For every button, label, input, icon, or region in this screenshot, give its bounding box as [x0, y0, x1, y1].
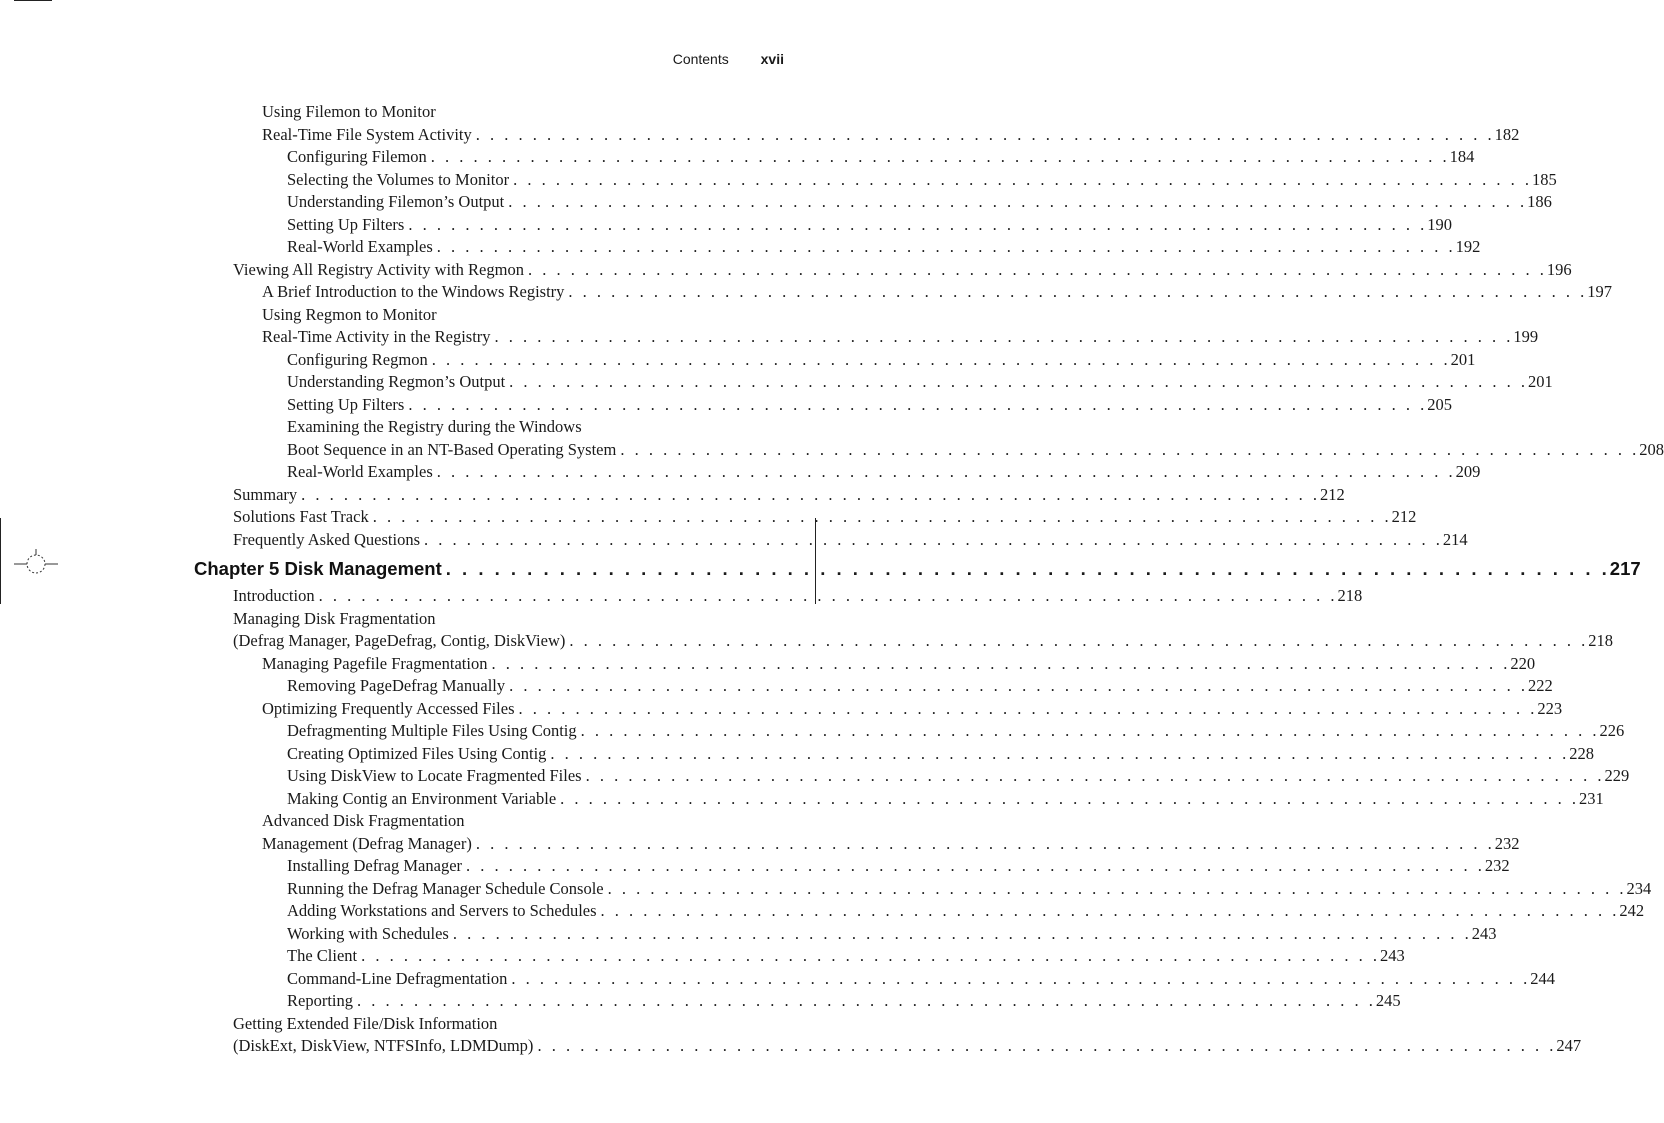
toc-entry-title: Advanced Disk Fragmentation — [262, 811, 465, 830]
toc-entry[interactable] — [0, 416, 816, 439]
toc-entry[interactable] — [0, 191, 1552, 214]
dot-leader: . . . . . . . . . . . . . . . . . . . . . . . . . . . . . . . . . . . . . . . . . . . . . . . . . . . . . . . . . . . . . . . . . . . . . . . . — [431, 349, 1451, 369]
toc-entry-page: 247 — [1556, 1036, 1582, 1055]
toc-entry-page: 197 — [1587, 282, 1613, 301]
toc-entry-title: Selecting the Volumes to Monitor — [287, 169, 513, 192]
toc-entry-title: Real-Time Activity in the Registry — [262, 326, 495, 349]
toc-entry[interactable] — [0, 923, 1497, 946]
toc-entry-page: 208 — [1639, 439, 1664, 459]
toc-entry-line — [287, 743, 1595, 766]
toc-entry-line — [233, 1035, 1582, 1058]
toc-entry-line — [287, 878, 1652, 901]
crop-mark-top — [14, 0, 52, 1]
dot-leader: . . . . . . . . . . . . . . . . . . . . . . . . . . . . . . . . . . . . . . . . . . . . . . . . . . . . . . . . . . . . . . . . . . . . . . . . — [466, 856, 1485, 875]
toc-entry-line — [194, 553, 1641, 585]
toc-entry[interactable] — [0, 945, 1405, 968]
toc-entry-line — [287, 990, 1401, 1013]
dot-leader: . . . . . . . . . . . . . . . . . . . . . . . . . . . . . . . . . . . . . . . . . . . . . . . . . . . . . . . . . . . . . . . . . . . . . . . . — [537, 1036, 1557, 1055]
toc-entry-page: 229 — [1604, 766, 1630, 785]
toc-entry-line — [233, 259, 1572, 282]
toc-entry-page: 186 — [1527, 192, 1552, 211]
toc-entry-title: Configuring Filemon — [287, 146, 431, 169]
toc-entry-title: (Defrag Manager, PageDefrag, Contig, DiskView) — [233, 630, 569, 653]
toc-entry[interactable] — [0, 461, 1481, 484]
header-page-number: xvii — [760, 51, 784, 67]
toc-entry-title: Setting Up Filters — [287, 394, 408, 417]
toc-entry-line — [233, 585, 1363, 608]
toc-entry-title: Summary — [233, 484, 301, 507]
toc-entry-title: Adding Workstations and Servers to Schedules — [287, 900, 601, 923]
toc-entry-page: 212 — [1320, 484, 1345, 504]
toc-entry[interactable] — [0, 529, 1468, 552]
toc-entry[interactable] — [0, 1013, 816, 1036]
toc-entry[interactable] — [0, 326, 1539, 349]
toc-entry[interactable] — [0, 349, 1476, 372]
toc-entry[interactable] — [0, 124, 1520, 147]
toc-entry-page: 190 — [1427, 214, 1452, 234]
toc-entry-page: 185 — [1532, 169, 1557, 189]
dot-leader: . . . . . . . . . . . . . . . . . . . . . . . . . . . . . . . . . . . . . . . . . . . . . . . . . . . . . . . . . . . . . . . . . . . . . . . . — [509, 676, 1528, 695]
toc-entry[interactable] — [0, 304, 816, 327]
dot-leader: . . . . . . . . . . . . . . . . . . . . . . . . . . . . . . . . . . . . . . . . . . . . . . . . . . . . . . . . . . . . . . . . . . . . . . . . — [568, 282, 1588, 301]
toc-entry-line — [287, 191, 1552, 214]
toc-entry-page: 196 — [1546, 259, 1572, 279]
toc-entry-line — [287, 765, 1630, 788]
toc-entry-title: Chapter 5 Disk Management — [194, 553, 446, 585]
toc-entry-page: 228 — [1569, 743, 1595, 763]
toc-entry-page: 218 — [1337, 586, 1363, 605]
toc-entry-title: (DiskExt, DiskView, NTFSInfo, LDMDump) — [233, 1035, 537, 1058]
toc-entry-line — [262, 698, 1563, 721]
dot-leader: . . . . . . . . . . . . . . . . . . . . . . . . . . . . . . . . . . . . . . . . . . . . . . . . . . . . . . . . . . . . . . . . . . . . . . . . — [585, 766, 1605, 785]
toc-entry[interactable] — [0, 259, 1572, 282]
toc-entry-title: Solutions Fast Track — [233, 506, 373, 529]
toc-entry-page: 245 — [1375, 991, 1401, 1010]
toc-entry-line — [287, 169, 1557, 192]
dot-leader: . . . . . . . . . . . . . . . . . . . . . . . . . . . . . . . . . . . . . . . . . . . . . . . . . . . . . . . . . . . . . . . . . . . . . . . . — [361, 946, 1380, 965]
dot-leader: . . . . . . . . . . . . . . . . . . . . . . . . . . . . . . . . . . . . . . . . . . . . . . . . . . . . . . . . . . . . . . . . . . . . . . . . — [475, 124, 1495, 144]
toc-entry-title: Reporting — [287, 990, 357, 1013]
toc-entry[interactable] — [0, 743, 1595, 766]
toc-entry[interactable] — [0, 810, 816, 833]
toc-entry-line — [262, 326, 1539, 349]
toc-entry-line — [262, 281, 1613, 304]
dot-leader: . . . . . . . . . . . . . . . . . . . . . . . . . . . . . . . . . . . . . . . . . . . . . . . . . . . . . . . . . . . . . . . . . . . . . . . . — [475, 833, 1495, 853]
toc-entry-title: Removing PageDefrag Manually — [287, 675, 509, 698]
toc-entry-line — [287, 236, 1481, 259]
dot-leader: . . . . . . . . . . . . . . . . . . . . . . . . . . . . . . . . . . . . . . . . . . . . . . . . . . . . . . . . . . . . . . . . . . . . . . . . — [620, 439, 1640, 459]
toc-entry[interactable] — [0, 675, 1553, 698]
toc-entry[interactable] — [0, 169, 1557, 192]
toc-entry[interactable] — [0, 1035, 1582, 1058]
toc-entry-title: Management (Defrag Manager) — [262, 833, 476, 856]
toc-entry-title: Viewing All Registry Activity with Regmon — [233, 259, 528, 282]
dot-leader: . . . . . . . . . . . . . . . . . . . . . . . . . . . . . . . . . . . . . . . . . . . . . . . . . . . . . . . . . . . . . . . . . . . . . . . . — [430, 147, 1450, 166]
toc-entry-title: Boot Sequence in an NT-Based Operating System — [287, 439, 620, 462]
toc-entry-page: 234 — [1626, 878, 1652, 898]
dot-leader: . . . . . . . . . . . . . . . . . . . . . . . . . . . . . . . . . . . . . . . . . . . . . . . . . . . . . . . . . . . . . . . . . . . . . . . . — [494, 327, 1514, 346]
dot-leader: . . . . . . . . . . . . . . . . . . . . . . . . . . . . . . . . . . . . . . . . . . . . . . . . . . . . . . . . . . . . . . . . . . . . . . . . — [560, 788, 1580, 808]
toc-entry-page: 226 — [1599, 721, 1625, 740]
toc-entry[interactable] — [0, 394, 1452, 417]
running-header — [673, 51, 784, 67]
toc-entry[interactable] — [0, 101, 816, 124]
toc-entry[interactable] — [0, 788, 1604, 811]
table-of-contents — [0, 101, 1664, 1058]
toc-entry-title: Real-Time File System Activity — [262, 124, 476, 147]
dot-leader: . . . . . . . . . . . . . . . . . . . . . . . . . . . . . . . . . . . . . . . . . . . . . . . . . . . . . . . . . . . . . . . . . . . . . . . . — [600, 901, 1620, 920]
toc-entry-page: 223 — [1537, 698, 1563, 718]
dot-leader: . . . . . . . . . . . . . . . . . . . . . . . . . . . . . . . . . . . . . . . . . . . . . . . . . . . . . . . . . . . . . . . . . . . . . . . . — [508, 192, 1528, 211]
toc-entry-title: Understanding Filemon’s Output — [287, 191, 508, 214]
toc-entry-title: Real-World Examples — [287, 236, 437, 259]
toc-entry-page: 242 — [1619, 901, 1645, 920]
toc-entry-page: 201 — [1528, 372, 1553, 391]
toc-entry-line — [233, 630, 1613, 653]
toc-entry-title: Examining the Registry during the Windows — [287, 417, 582, 436]
toc-entry-line — [287, 675, 1553, 698]
toc-entry-page: 220 — [1510, 653, 1536, 673]
toc-entry[interactable] — [0, 878, 1652, 901]
dot-leader: . . . . . . . . . . . . . . . . . . . . . . . . . . . . . . . . . . . . . . . . . . . . . . . . . . . . . . . . . . . . . . . . . . . . . . . . — [511, 968, 1531, 988]
toc-entry-line — [287, 214, 1452, 237]
toc-entry-title: Making Contig an Environment Variable — [287, 788, 560, 811]
toc-entry-title: Installing Defrag Manager — [287, 855, 466, 878]
dot-leader: . . . . . . . . . . . . . . . . . . . . . . . . . . . . . . . . . . . . . . . . . . . . . . . . . . . . . . . . . . . . . . . . . . . . . . . . — [518, 698, 1538, 718]
toc-entry-line — [287, 439, 1664, 462]
dot-leader: . . . . . . . . . . . . . . . . . . . . . . . . . . . . . . . . . . . . . . . . . . . . . . . . . . . . . . . . . . . . . . . . . . . . . . . . — [580, 721, 1600, 740]
toc-entry-line — [233, 484, 1345, 507]
toc-entry-title: Using DiskView to Locate Fragmented Files — [287, 765, 586, 788]
header-section-title: Contents — [672, 51, 729, 67]
toc-entry[interactable] — [0, 585, 1363, 608]
toc-entry[interactable] — [0, 146, 1475, 169]
toc-entry[interactable] — [0, 236, 1481, 259]
toc-entry-title: Using Filemon to Monitor — [262, 102, 436, 121]
toc-entry[interactable] — [0, 630, 1613, 653]
dot-leader: . . . . . . . . . . . . . . . . . . . . . . . . . . . . . . . . . . . . . . . . . . . . . . . . . . . . . . . . . . . . . . . . . . . . . . . . — [301, 484, 1321, 504]
toc-entry-line — [287, 371, 1553, 394]
toc-entry-page: 218 — [1588, 631, 1613, 650]
toc-entry[interactable] — [0, 214, 1452, 237]
toc-entry[interactable] — [0, 968, 1556, 991]
toc-chapter-entry[interactable] — [0, 553, 1641, 585]
toc-entry-page: 244 — [1530, 968, 1556, 988]
dot-leader: . . . . . . . . . . . . . . . . . . . . . . . . . . . . . . . . . . . . . . . . . . . . . . . . . . . . . . . . . . . . . . . . . . . . . . . . — [569, 631, 1589, 650]
toc-entry-page: 217 — [1609, 558, 1641, 579]
toc-entry-title: Configuring Regmon — [287, 349, 432, 372]
toc-entry-page: 222 — [1527, 676, 1553, 695]
toc-entry-line — [233, 529, 1468, 552]
dot-leader: . . . . . . . . . . . . . . . . . . . . . . . . . . . . . . . . . . . . . . . . . . . . . . . . . . . . . . . . . . . . . . . . . . . . . . . . — [445, 558, 1610, 579]
dot-leader: . . . . . . . . . . . . . . . . . . . . . . . . . . . . . . . . . . . . . . . . . . . . . . . . . . . . . . . . . . . . . . . . . . . . . . . . — [318, 586, 1338, 605]
toc-entry[interactable] — [0, 506, 1417, 529]
dot-leader: . . . . . . . . . . . . . . . . . . . . . . . . . . . . . . . . . . . . . . . . . . . . . . . . . . . . . . . . . . . . . . . . . . . . . . . . — [357, 991, 1376, 1010]
toc-entry[interactable] — [0, 653, 1536, 676]
toc-entry[interactable] — [0, 833, 1520, 856]
dot-leader: . . . . . . . . . . . . . . . . . . . . . . . . . . . . . . . . . . . . . . . . . . . . . . . . . . . . . . . . . . . . . . . . . . . . . . . . — [527, 259, 1547, 279]
toc-entry[interactable] — [0, 439, 1664, 462]
dot-leader: . . . . . . . . . . . . . . . . . . . . . . . . . . . . . . . . . . . . . . . . . . . . . . . . . . . . . . . . . . . . . . . . . . . . . . . . — [408, 394, 1428, 414]
toc-entry-line — [287, 349, 1476, 372]
toc-entry-line — [287, 923, 1497, 946]
dot-leader: . . . . . . . . . . . . . . . . . . . . . . . . . . . . . . . . . . . . . . . . . . . . . . . . . . . . . . . . . . . . . . . . . . . . . . . . — [436, 462, 1456, 481]
toc-entry-page: 205 — [1427, 394, 1452, 414]
toc-entry-page: 209 — [1455, 462, 1481, 481]
toc-entry-title: Introduction — [233, 585, 319, 608]
toc-entry-page: 232 — [1484, 856, 1510, 875]
dot-leader: . . . . . . . . . . . . . . . . . . . . . . . . . . . . . . . . . . . . . . . . . . . . . . . . . . . . . . . . . . . . . . . . . . . . . . . . — [372, 507, 1392, 526]
toc-entry-title: Running the Defrag Manager Schedule Console — [287, 878, 608, 901]
toc-entry-title: Creating Optimized Files Using Contig — [287, 743, 550, 766]
toc-entry-title: Working with Schedules — [287, 923, 453, 946]
toc-entry-title: The Client — [287, 945, 361, 968]
toc-entry-line — [287, 788, 1604, 811]
toc-entry-line — [287, 968, 1556, 991]
toc-entry-page: 212 — [1391, 507, 1417, 526]
toc-entry-page: 182 — [1494, 124, 1520, 144]
toc-entry-title: Command-Line Defragmentation — [287, 968, 511, 991]
toc-entry-line — [262, 833, 1520, 856]
toc-entry[interactable] — [0, 484, 1345, 507]
toc-entry[interactable] — [0, 698, 1563, 721]
toc-entry[interactable] — [0, 281, 1613, 304]
toc-entry-line — [287, 900, 1645, 923]
toc-entry-page: 184 — [1449, 147, 1475, 166]
toc-entry-title: Managing Disk Fragmentation — [233, 608, 436, 628]
toc-entry-line — [262, 124, 1520, 147]
dot-leader: . . . . . . . . . . . . . . . . . . . . . . . . . . . . . . . . . . . . . . . . . . . . . . . . . . . . . . . . . . . . . . . . . . . . . . . . — [509, 372, 1529, 391]
toc-entry-line — [287, 720, 1625, 743]
dot-leader: . . . . . . . . . . . . . . . . . . . . . . . . . . . . . . . . . . . . . . . . . . . . . . . . . . . . . . . . . . . . . . . . . . . . . . . . — [513, 169, 1533, 189]
toc-entry-title: Setting Up Filters — [287, 214, 408, 237]
toc-entry-title: Real-World Examples — [287, 461, 437, 484]
toc-entry-line — [287, 855, 1510, 878]
dot-leader: . . . . . . . . . . . . . . . . . . . . . . . . . . . . . . . . . . . . . . . . . . . . . . . . . . . . . . . . . . . . . . . . . . . . . . . . — [452, 923, 1472, 943]
toc-entry-title: Managing Pagefile Fragmentation — [262, 653, 491, 676]
dot-leader: . . . . . . . . . . . . . . . . . . . . . . . . . . . . . . . . . . . . . . . . . . . . . . . . . . . . . . . . . . . . . . . . . . . . . . . . — [436, 237, 1456, 256]
dot-leader: . . . . . . . . . . . . . . . . . . . . . . . . . . . . . . . . . . . . . . . . . . . . . . . . . . . . . . . . . . . . . . . . . . . . . . . . — [607, 878, 1627, 898]
toc-entry-page: 214 — [1442, 529, 1468, 549]
toc-entry-title: A Brief Introduction to the Windows Registry — [262, 281, 568, 304]
toc-entry-line — [262, 653, 1536, 676]
toc-entry-title: Understanding Regmon’s Output — [287, 371, 509, 394]
toc-entry-line — [287, 945, 1405, 968]
toc-entry[interactable] — [0, 765, 1630, 788]
toc-entry-page: 232 — [1494, 833, 1520, 853]
toc-entry[interactable] — [0, 900, 1645, 923]
toc-entry[interactable] — [0, 720, 1625, 743]
toc-entry[interactable] — [0, 855, 1510, 878]
toc-entry-line — [287, 146, 1475, 169]
toc-entry-page: 243 — [1471, 923, 1497, 943]
toc-entry-title: Optimizing Frequently Accessed Files — [262, 698, 519, 721]
dot-leader: . . . . . . . . . . . . . . . . . . . . . . . . . . . . . . . . . . . . . . . . . . . . . . . . . . . . . . . . . . . . . . . . . . . . . . . . — [408, 214, 1428, 234]
toc-entry-page: 243 — [1379, 946, 1405, 965]
toc-entry-line — [287, 461, 1481, 484]
dot-leader: . . . . . . . . . . . . . . . . . . . . . . . . . . . . . . . . . . . . . . . . . . . . . . . . . . . . . . . . . . . . . . . . . . . . . . . . — [424, 529, 1443, 549]
toc-entry-title: Getting Extended File/Disk Information — [233, 1013, 498, 1033]
toc-entry-title: Defragmenting Multiple Files Using Contig — [287, 720, 581, 743]
toc-entry-page: 231 — [1579, 788, 1604, 808]
toc-entry-page: 192 — [1455, 237, 1481, 256]
toc-entry-title: Frequently Asked Questions — [233, 529, 424, 552]
toc-entry[interactable] — [0, 608, 816, 631]
toc-entry[interactable] — [0, 990, 1401, 1013]
toc-entry-line — [233, 506, 1417, 529]
toc-entry-page: 201 — [1450, 349, 1476, 369]
toc-entry-line — [287, 394, 1452, 417]
dot-leader: . . . . . . . . . . . . . . . . . . . . . . . . . . . . . . . . . . . . . . . . . . . . . . . . . . . . . . . . . . . . . . . . . . . . . . . . — [550, 743, 1570, 763]
toc-entry-title: Using Regmon to Monitor — [262, 304, 437, 324]
toc-entry[interactable] — [0, 371, 1553, 394]
dot-leader: . . . . . . . . . . . . . . . . . . . . . . . . . . . . . . . . . . . . . . . . . . . . . . . . . . . . . . . . . . . . . . . . . . . . . . . . — [491, 653, 1511, 673]
toc-entry-page: 199 — [1513, 327, 1539, 346]
